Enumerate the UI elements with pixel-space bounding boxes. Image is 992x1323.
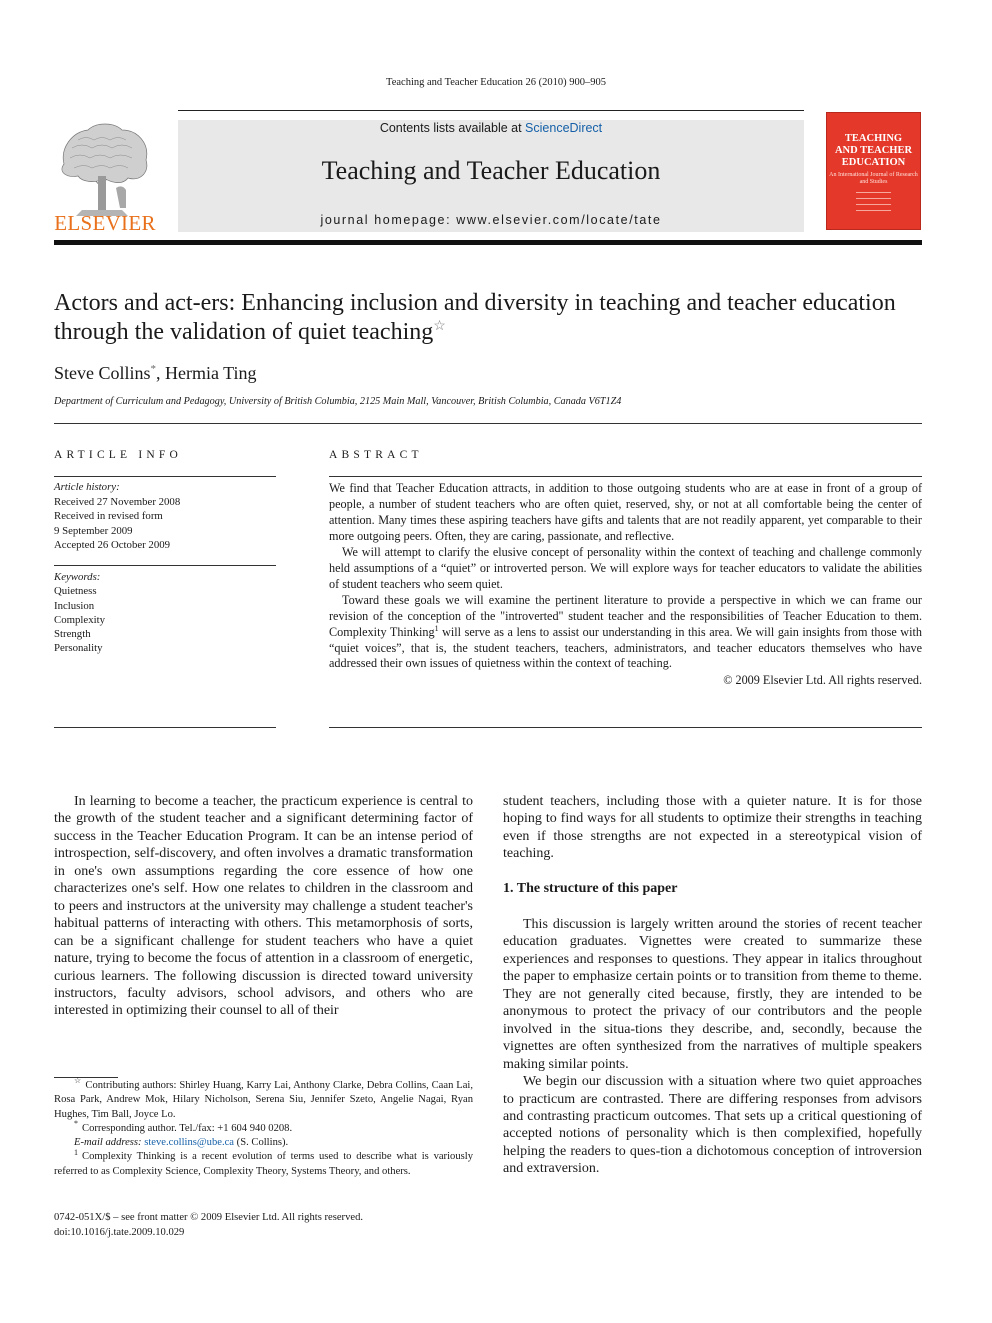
- cover-title-line: AND TEACHER: [834, 145, 913, 156]
- contents-prefix: Contents lists available at: [379, 121, 526, 135]
- title-rule: [54, 423, 922, 424]
- sciencedirect-link[interactable]: ScienceDirect: [525, 121, 603, 135]
- abstract-text: Toward these goals we will examine the pertinent literature to provide a perspective in which we can frame our revision of the conception of the "introverted" student teacher and the responsibilities of Teacher Education to them. Complexity Thinking: [329, 592, 922, 639]
- history-entry: Accepted 26 October 2009: [54, 539, 171, 551]
- history-entry: Received 27 November 2008: [54, 495, 181, 508]
- email-link[interactable]: steve.collins@ube.ca: [144, 1137, 235, 1149]
- footnote-star-icon: ☆: [74, 1076, 82, 1086]
- keyword: Personality: [54, 642, 103, 655]
- section-heading: 1. The structure of this paper: [503, 881, 678, 896]
- cover-decoration-line: [856, 198, 891, 199]
- footnote-text: Corresponding author. Tel./fax: +1 604 940 0208.: [82, 1122, 293, 1134]
- cover-decoration-line: [856, 210, 891, 211]
- history-entry: 9 September 2009: [54, 524, 133, 537]
- abstract-paragraph: We find that Teacher Education attracts, in addition to those outgoing students who are at ease in front of a group of people, a number of student teachers who are often quiet, reserved, shy, or not at all comfortable being the center of attention. Many times these aspiring teachers have gifts and talents that are not readily apparent, yet comparable to their more outgoing peers. Often, they are caring, passionate, and reflective.: [329, 481, 922, 543]
- contents-line: [178, 121, 804, 135]
- article-history-label: Article history:: [54, 481, 120, 493]
- abstract-paragraph: [329, 593, 922, 673]
- keyword: Complexity: [54, 613, 105, 626]
- author-affiliation: Department of Curriculum and Pedagogy, University of British Columbia, 2125 Main Mall, Vancouver, British Columbia, Canada V6T1Z4: [54, 396, 622, 407]
- abstract-body: [329, 481, 922, 689]
- footnotes: [54, 1076, 473, 1179]
- footnote-rule: [54, 1077, 118, 1078]
- body-paragraph: We begin our discussion with a situation where two quiet approaches to practicum are contrasted. There are differing responses from advisors and contrasting practicum outcomes. That sets up a critical questioning of accepted notions of personality which is then complexified, hopefully helping the readers to ques-tion a dichotomous conception of introversion and extraversion.: [503, 1074, 922, 1177]
- body-right-column-top: [503, 793, 922, 863]
- cover-decoration-line: [856, 192, 891, 193]
- body-paragraph: This discussion is largely written around the stories of recent teacher education graduates. Vignettes were created to summarize these experiences and responses to questions. They appear in italics throughout the paper to emphasize certain points or to transition from theme to theme. They are not generally cited because, firstly, they are intended to be anonymous to protect the privacy of our contributors and the people involved in the situa-tions they describe, and, secondly, because the vignettes are often synthesized from the narratives of multiple speakers making similar points.: [503, 917, 922, 1072]
- footnote-mark: *: [74, 1119, 78, 1129]
- issn-line: 0742-051X/$ – see front matter © 2009 Elsevier Ltd. All rights reserved.: [54, 1212, 364, 1223]
- keywords: [54, 570, 276, 656]
- masthead-bottom-rule: [54, 240, 922, 245]
- abstract-paragraph: We will attempt to clarify the elusive concept of personality within the context of teaching and challenge commonly held assumptions of a “quiet” or introverted person. We will explore ways for teacher educators to validate the abilities of student teachers who seem quiet.: [329, 544, 922, 591]
- journal-homepage[interactable]: journal homepage: www.elsevier.com/locate/tate: [320, 213, 662, 227]
- masthead-top-rule: [178, 110, 804, 111]
- body-right-column: [503, 916, 922, 1178]
- footnote-text: Complexity Thinking is a recent evolution of terms used to describe what is variously referred to as Complexity Science, Complexity Theory, Systems Theory, and others.: [54, 1151, 473, 1177]
- body-paragraph: student teachers, including those with a quieter nature. It is for those hoping to find ways for all students to optimize their strengths in teaching even if those strengths are not expected in a stereotypical vision of teaching.: [503, 794, 922, 862]
- keyword: Quietness: [54, 585, 97, 598]
- article-history: [54, 480, 276, 553]
- footnote: [54, 1119, 473, 1136]
- article-info-heading: ARTICLE INFO: [54, 449, 182, 461]
- body-left-column: [54, 793, 473, 1020]
- footnote-ref[interactable]: 1: [434, 623, 439, 633]
- author-name[interactable]: Steve Collins: [54, 363, 151, 383]
- body-paragraph: In learning to become a teacher, the practicum experience is central to the growth of the student teacher and a significant determining factor of success in the Teacher Education Program. It can be an intense period of introspection, self-discovery, and often involves a dramatic transformation in one's own assumptions regarding the core essence of how one characterizes one's self. How one relates to children in the classroom and to peers and instructors at the university may challenge a student teacher's habitual patterns of interacting with others. This metamorphosis of sorts, can be a significant challenge for student teachers who have a quiet nature, trying to become the focus of attention in a classroom of energetic, curious learners. The following discussion is directed toward university instructors, faculty advisors, school advisors, and others who are interested in optimizing their counsel to all of their: [54, 794, 473, 1019]
- footnote: [54, 1136, 473, 1150]
- cover-title-line: TEACHING: [844, 133, 903, 144]
- keyword: Strength: [54, 628, 91, 641]
- publication-info: [54, 1211, 363, 1240]
- footnote-text: Contributing authors: Shirley Huang, Karry Lai, Anthony Clarke, Debra Collins, Caan Lai, Rosa Park, Andrew Mok, Hilary Nicholson, Serena Siu, Jennifer Szeto, Angelie Nagai, Ryan Hughes, Tim Ball, Joyce Lo.: [54, 1080, 473, 1120]
- abstract-rule: [329, 476, 922, 477]
- cover-subtitle: An International Journal of Research and Studies: [829, 172, 918, 185]
- cover-decoration-line: [856, 204, 891, 205]
- cover-title: [826, 133, 921, 169]
- email-label: E-mail address:: [74, 1137, 142, 1149]
- journal-title: Teaching and Teacher Education: [321, 156, 661, 185]
- footnote: [54, 1076, 473, 1122]
- cover-title-line: EDUCATION: [841, 157, 906, 168]
- footnote: [54, 1147, 473, 1179]
- abstract-heading: ABSTRACT: [329, 449, 423, 461]
- footnote-mark: 1: [74, 1147, 78, 1157]
- article-info-rule: [54, 565, 276, 566]
- running-head: Teaching and Teacher Education 26 (2010) 900–905: [386, 77, 606, 88]
- article-info-rule: [54, 727, 276, 728]
- elsevier-logo-text: ELSEVIER: [54, 211, 156, 235]
- author-name[interactable]: Hermia Ting: [165, 363, 257, 383]
- email-suffix: (S. Collins).: [234, 1137, 289, 1149]
- keyword: Inclusion: [54, 599, 95, 612]
- abstract-copyright: © 2009 Elsevier Ltd. All rights reserved.: [723, 673, 922, 688]
- author-list: [54, 363, 257, 384]
- author-separator: ,: [156, 363, 166, 383]
- article-title: [54, 289, 924, 347]
- article-title-text: Actors and act-ers: Enhancing inclusion and diversity in teaching and teacher education through the validation of quiet teaching: [54, 290, 896, 345]
- abstract-rule: [329, 727, 922, 728]
- title-footnote-star-icon[interactable]: ☆: [433, 319, 446, 334]
- doi-line[interactable]: doi:10.1016/j.tate.2009.10.029: [54, 1226, 185, 1238]
- history-entry: Received in revised form: [54, 510, 163, 522]
- corresponding-author-mark[interactable]: *: [150, 363, 157, 375]
- keywords-label: Keywords:: [54, 571, 101, 583]
- abstract-text: will serve as a lens to assist our understanding in this area. We will gain insights from those with “quiet voices”, that is, the student teachers, teachers, administrators, and teacher educators themselves who have addressed their own issues of quietness within the context of teaching.: [329, 624, 922, 671]
- article-info-rule: [54, 476, 276, 477]
- journal-cover-thumbnail: [826, 112, 921, 230]
